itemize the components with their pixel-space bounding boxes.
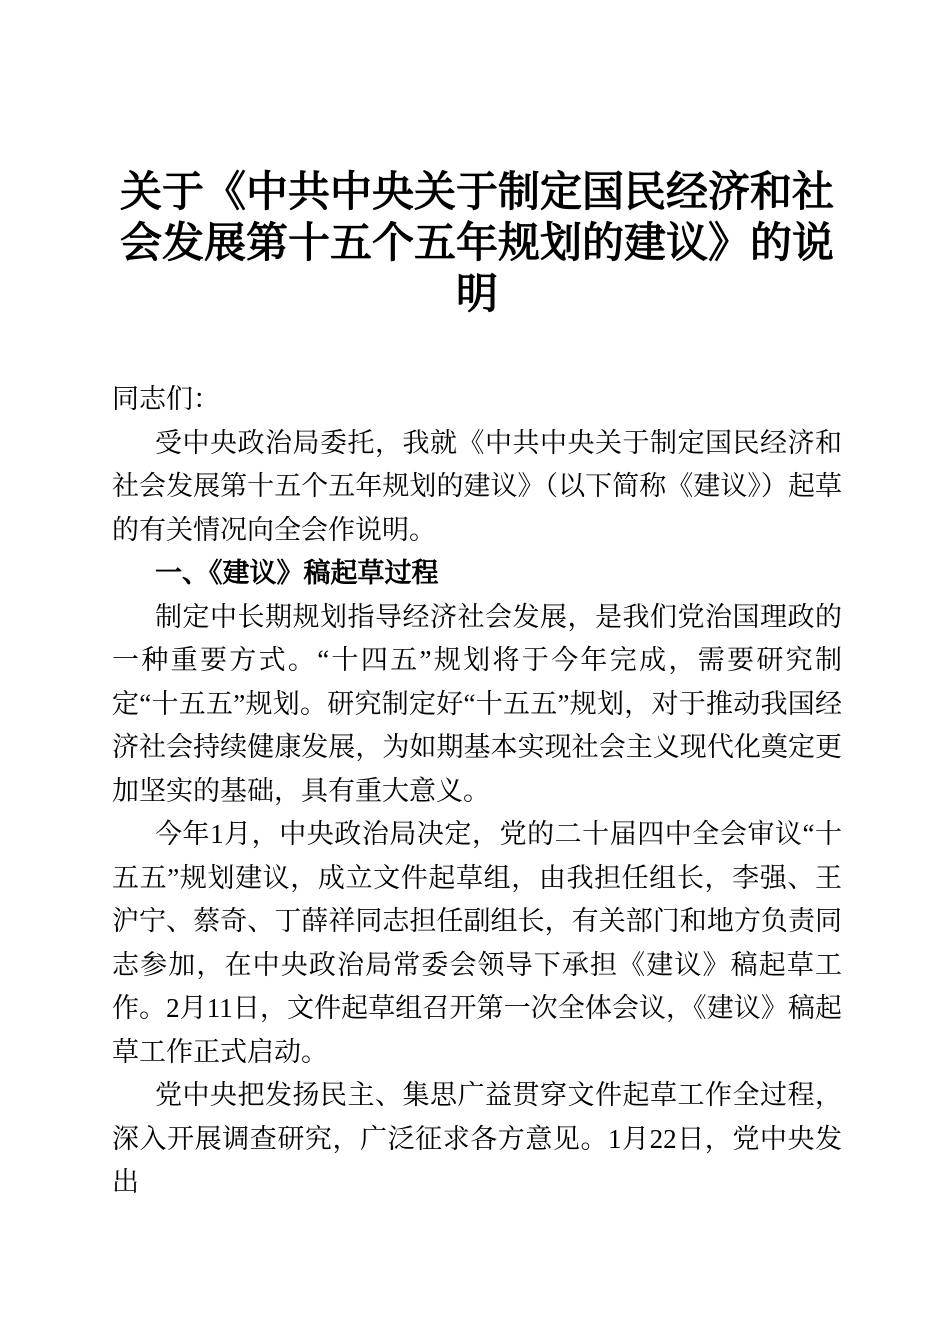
paragraph: 今年1月，中央政治局决定，党的二十届四中全会审议“十五五”规划建议，成立文件起草组，由我担任组长，李强、王沪宁、蔡奇、丁薛祥同志担任副组长，有关部门和地方负责同志参加，在中央政治局常委会领导下承担《建议》稿起草工作。2月11日，文件起草组召开第一次全体会议，《建议》稿起草工作正式启动。: [112, 819, 842, 1067]
document-body: [112, 378, 842, 1205]
paragraph: 党中央把发扬民主、集思广益贯穿文件起草工作全过程，深入开展调查研究，广泛征求各方意见。1月22日，党中央发出: [112, 1080, 842, 1197]
paragraph: 受中央政治局委托，我就《中共中央关于制定国民经济和社会发展第十五个五年规划的建议》（以下简称《建议》）起草的有关情况向全会作说明。: [112, 427, 842, 545]
paragraph: 同志们：: [112, 384, 220, 414]
paragraph: 制定中长期规划指导经济社会发展，是我们党治国理政的一种重要方式。“十四五”规划将于今年完成，需要研究制定“十五五”规划。研究制定好“十五五”规划，对于推动我国经济社会持续健康发展，为如期基本实现社会主义现代化奠定更加坚实的基础，具有重大意义。: [112, 601, 842, 806]
section-heading: 一、《建议》稿起草过程: [155, 558, 439, 588]
document-title: 关于《中共中央关于制定国民经济和社会发展第十五个五年规划的建议》的说明: [119, 170, 834, 318]
